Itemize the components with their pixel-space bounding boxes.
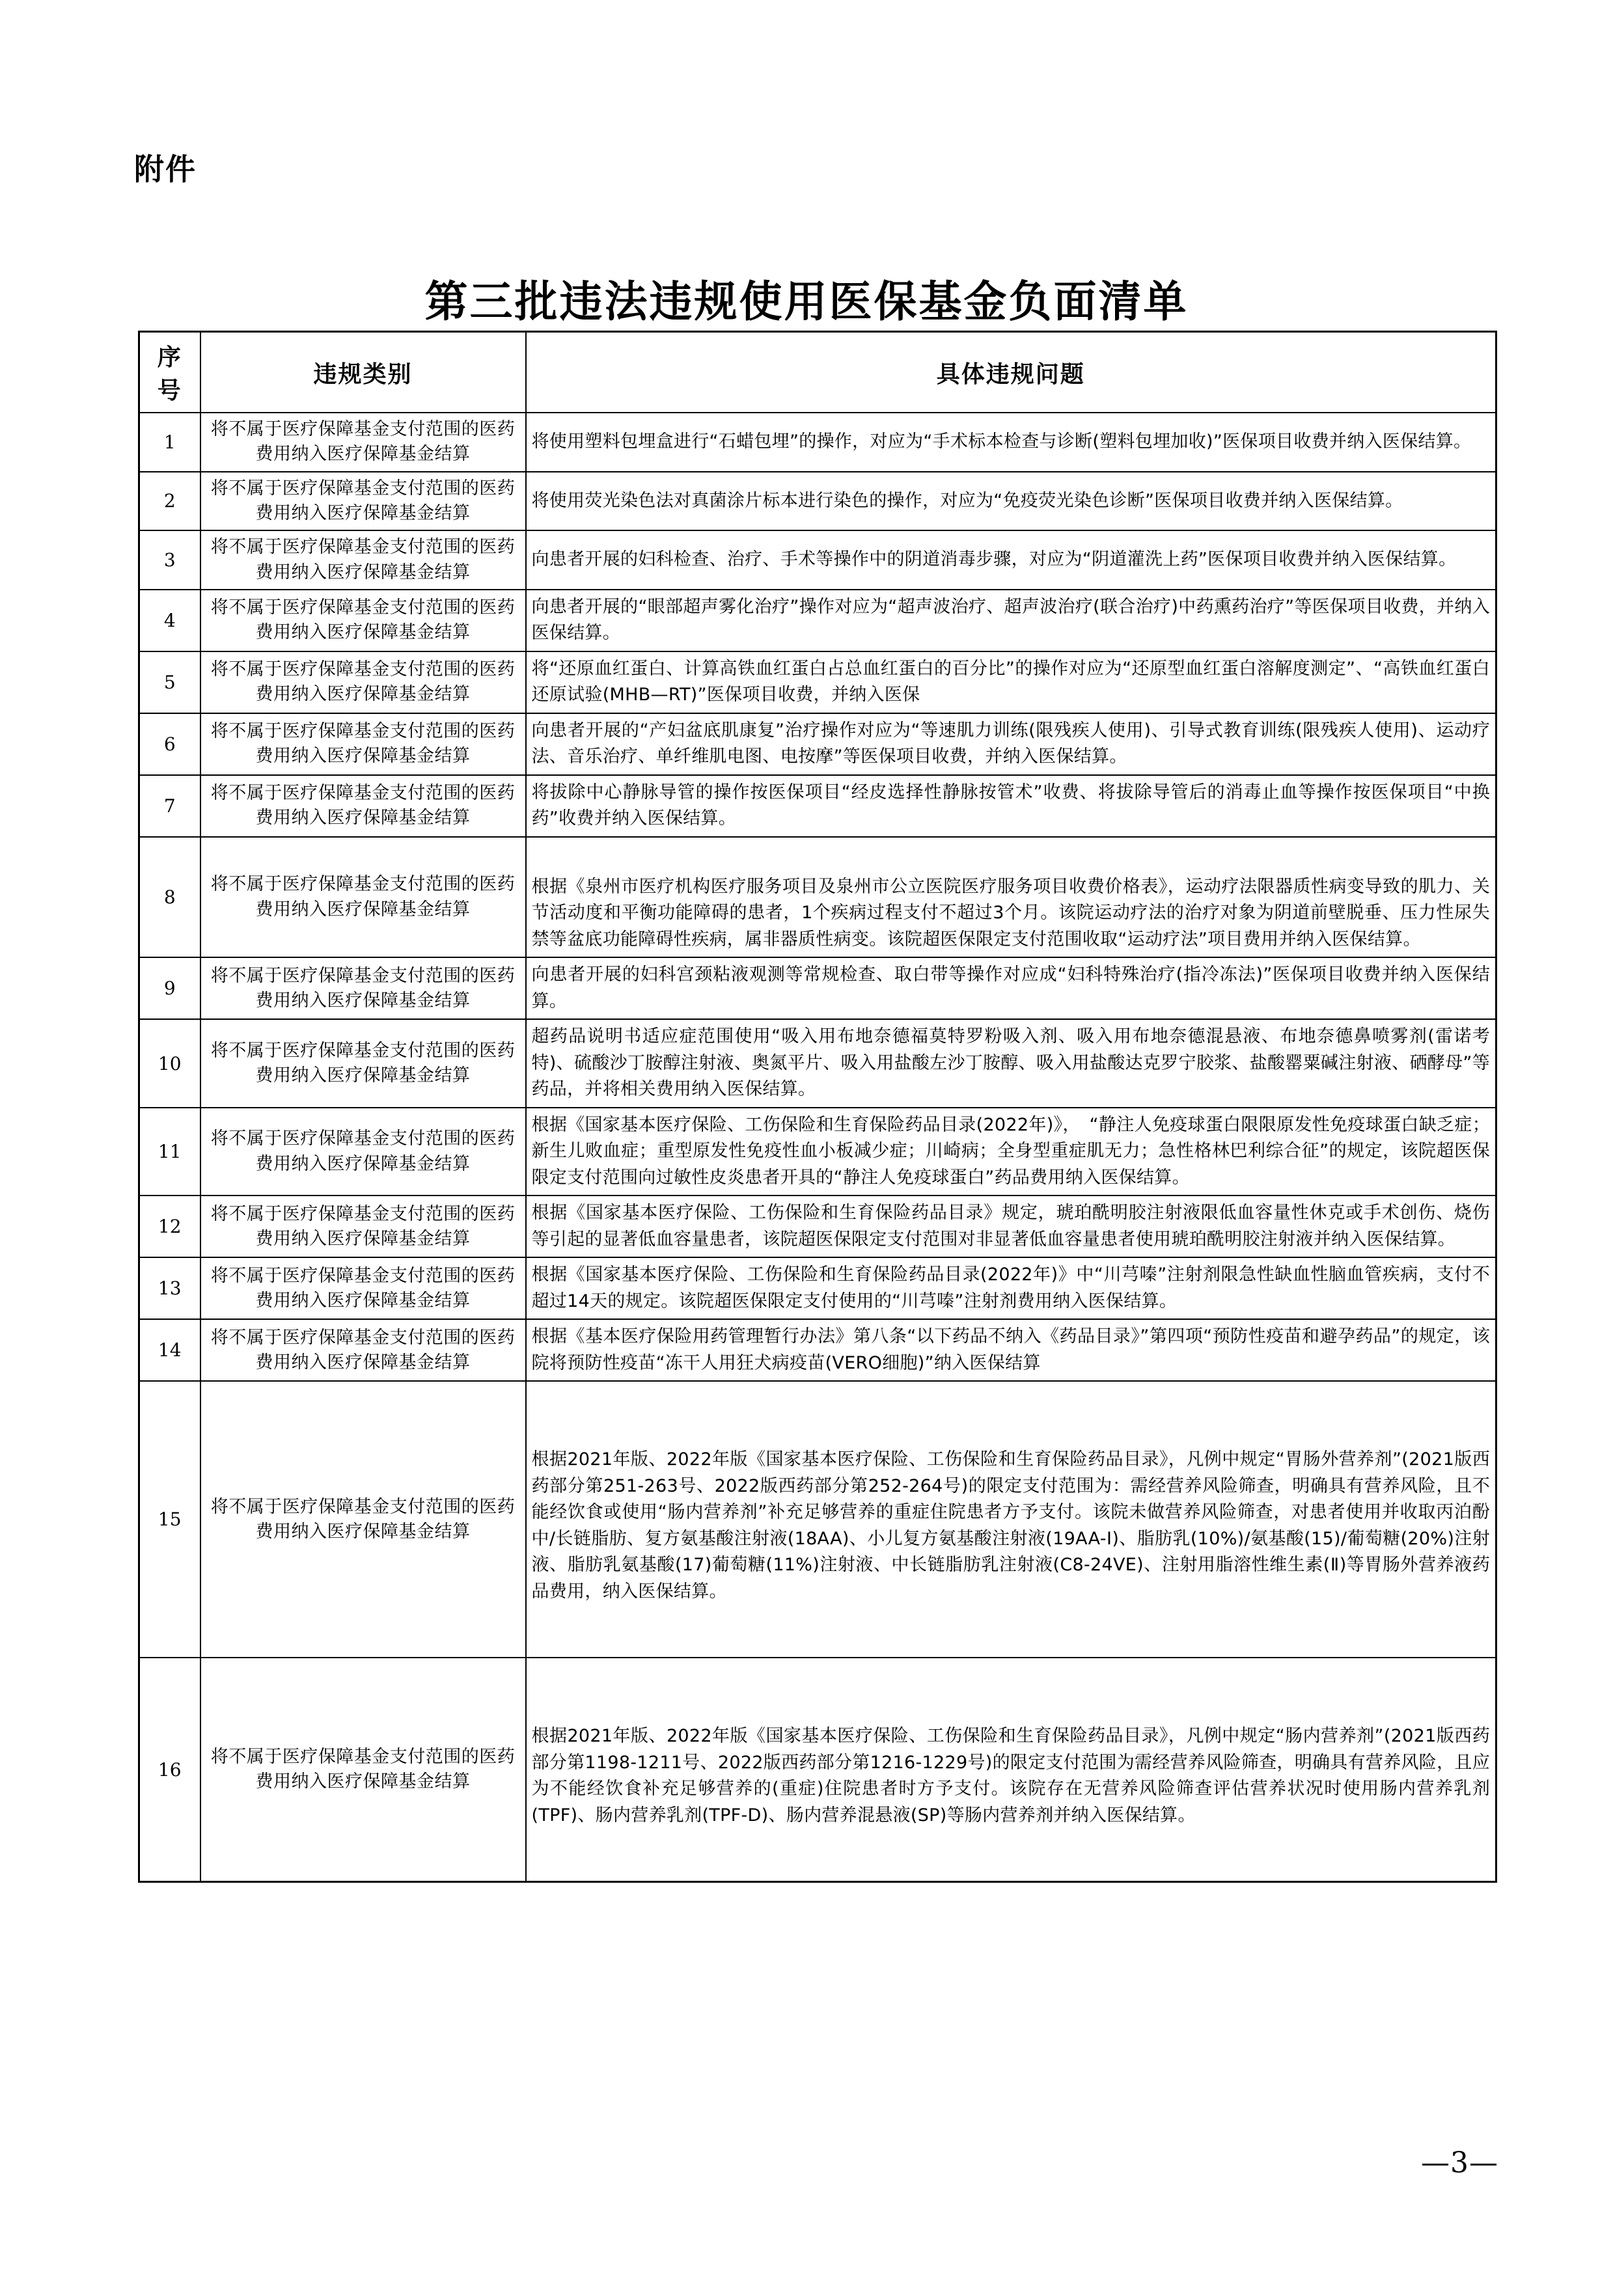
table-row (139, 651, 1496, 713)
row-number: 1 (139, 413, 200, 472)
row-number: 6 (139, 713, 200, 775)
row-issue: 根据2021年版、2022年版《国家基本医疗保险、工伤保险和生育保险药品目录》，凡例中规定“胃肠外营养剂”(2021版西药部分第251-263号、2022版西药部分第252-264号)的限定支付范围为：需经营养风险筛查，明确具有营养风险，且不能经饮食或使用“肠内营养剂”补充足够营养的重症住院患者方予支付。该院未做营养风险筛查，对患者使用并收取丙泊酚中/长链脂肪、复方氨基酸注射液(18AA)、小儿复方氨基酸注射液(19AA-Ⅰ)、脂肪乳(10%)/氨基酸(15)/葡萄糖(20%)注射液、脂肪乳氨基酸(17)葡萄糖(11%)注射液、中长链脂肪乳注射液(C8-24VE)、注射用脂溶性维生素(Ⅱ)等胃肠外营养液药品费用，纳入医保结算。 (526, 1381, 1496, 1658)
row-category: 将不属于医疗保障基金支付范围的医药费用纳入医疗保障基金结算 (200, 472, 526, 531)
row-number: 2 (139, 472, 200, 531)
row-number: 8 (139, 837, 200, 958)
row-issue: 向患者开展的妇科检查、治疗、手术等操作中的阴道消毒步骤，对应为“阴道灌洗上药”医保项目收费并纳入医保结算。 (526, 530, 1496, 590)
row-category: 将不属于医疗保障基金支付范围的医药费用纳入医疗保障基金结算 (200, 1319, 526, 1381)
row-issue: 向患者开展的“产妇盆底肌康复”治疗操作对应为“等速肌力训练(限残疾人使用)、引导式教育训练(限残疾人使用)、运动疗法、音乐治疗、单纤维肌电图、电按摩”等医保项目收费，并纳入医保结算。 (526, 713, 1496, 775)
column-header-no: 序号 (139, 332, 200, 413)
row-issue: 超药品说明书适应症范围使用“吸入用布地奈德福莫特罗粉吸入剂、吸入用布地奈德混悬液、布地奈德鼻喷雾剂(雷诺考特)、硫酸沙丁胺醇注射液、奥氮平片、吸入用盐酸左沙丁胺醇、吸入用盐酸达克罗宁胶浆、盐酸罂粟碱注射液、硒酵母”等药品，并将相关费用纳入医保结算。 (526, 1019, 1496, 1108)
column-header-issue: 具体违规问题 (526, 332, 1496, 413)
table-row (139, 1196, 1496, 1257)
row-issue: 根据《国家基本医疗保险、工伤保险和生育保险药品目录》规定，琥珀酰明胶注射液限低血容量性休克或手术创伤、烧伤等引起的显著低血容量患者，该院超医保限定支付范围对非显著低血容量患者使用琥珀酰明胶注射液并纳入医保结算。 (526, 1196, 1496, 1257)
row-category: 将不属于医疗保障基金支付范围的医药费用纳入医疗保障基金结算 (200, 651, 526, 713)
table-header (139, 332, 1496, 413)
table-row (139, 472, 1496, 531)
table-row (139, 1658, 1496, 1882)
table-row (139, 1319, 1496, 1381)
row-category: 将不属于医疗保障基金支付范围的医药费用纳入医疗保障基金结算 (200, 590, 526, 651)
table-row (139, 713, 1496, 775)
row-category: 将不属于医疗保障基金支付范围的医药费用纳入医疗保障基金结算 (200, 1658, 526, 1882)
row-category: 将不属于医疗保障基金支付范围的医药费用纳入医疗保障基金结算 (200, 1196, 526, 1257)
row-number: 15 (139, 1381, 200, 1658)
row-category: 将不属于医疗保障基金支付范围的医药费用纳入医疗保障基金结算 (200, 413, 526, 472)
row-number: 4 (139, 590, 200, 651)
row-category: 将不属于医疗保障基金支付范围的医药费用纳入医疗保障基金结算 (200, 1108, 526, 1196)
attachment-label: 附件 (134, 152, 197, 187)
row-issue: 根据《国家基本医疗保险、工伤保险和生育保险药品目录(2022年)》， “静注人免疫球蛋白限限原发性免疫球蛋白缺乏症；新生儿败血症；重型原发性免疫性血小板减少症；川崎病；全身型重症肌无力；急性格林巴利综合征”的规定，该院超医保限定支付范围向过敏性皮炎患者开具的“静注人免疫球蛋白”药品费用纳入医保结算。 (526, 1108, 1496, 1196)
table-row (139, 413, 1496, 472)
row-issue: 将使用荧光染色法对真菌涂片标本进行染色的操作，对应为“免疫荧光染色诊断”医保项目收费并纳入医保结算。 (526, 472, 1496, 531)
row-number: 16 (139, 1658, 200, 1882)
table-row (139, 1381, 1496, 1658)
page-number: —3— (1421, 2146, 1498, 2180)
row-issue: 向患者开展的“眼部超声雾化治疗”操作对应为“超声波治疗、超声波治疗(联合治疗)中药熏药治疗”等医保项目收费，并纳入医保结算。 (526, 590, 1496, 651)
row-issue: 根据《国家基本医疗保险、工伤保险和生育保险药品目录(2022年)》中“川芎嗪”注射剂限急性缺血性脑血管疾病，支付不超过14天的规定。该院超医保限定支付使用的“川芎嗪”注射剂费用纳入医保结算。 (526, 1257, 1496, 1319)
row-issue: 向患者开展的妇科宫颈粘液观测等常规检查、取白带等操作对应成“妇科特殊治疗(指冷冻法)”医保项目收费并纳入医保结算。 (526, 957, 1496, 1019)
column-header-category: 违规类别 (200, 332, 526, 413)
table-row (139, 957, 1496, 1019)
row-issue: 根据《基本医疗保险用药管理暂行办法》第八条“以下药品不纳入《药品目录》”第四项“预防性疫苗和避孕药品”的规定，该院将预防性疫苗“冻干人用狂犬病疫苗(VERO细胞)”纳入医保结算 (526, 1319, 1496, 1381)
row-issue: 将拔除中心静脉导管的操作按医保项目“经皮选择性静脉按管术”收费、将拔除导管后的消毒止血等操作按医保项目“中换药”收费并纳入医保结算。 (526, 775, 1496, 837)
row-category: 将不属于医疗保障基金支付范围的医药费用纳入医疗保障基金结算 (200, 1019, 526, 1108)
table-row (139, 1019, 1496, 1108)
row-category: 将不属于医疗保障基金支付范围的医药费用纳入医疗保障基金结算 (200, 775, 526, 837)
row-number: 3 (139, 530, 200, 590)
table-row (139, 530, 1496, 590)
row-number: 11 (139, 1108, 200, 1196)
row-issue: 根据《泉州市医疗机构医疗服务项目及泉州市公立医院医疗服务项目收费价格表》，运动疗法限器质性病变导致的肌力、关节活动度和平衡功能障碍的患者，1个疾病过程支付不超过3个月。该院运动疗法的治疗对象为阴道前壁脱垂、压力性尿失禁等盆底功能障碍性疾病，属非器质性病变。该院超医保限定支付范围收取“运动疗法”项目费用并纳入医保结算。 (526, 837, 1496, 958)
row-category: 将不属于医疗保障基金支付范围的医药费用纳入医疗保障基金结算 (200, 957, 526, 1019)
row-category: 将不属于医疗保障基金支付范围的医药费用纳入医疗保障基金结算 (200, 530, 526, 590)
table-row (139, 1257, 1496, 1319)
table-body (139, 413, 1496, 1882)
table-row (139, 1108, 1496, 1196)
table-header-row (139, 332, 1496, 413)
page-title: 第三批违法违规使用医保基金负面清单 (424, 276, 1189, 327)
row-number: 14 (139, 1319, 200, 1381)
row-category: 将不属于医疗保障基金支付范围的医药费用纳入医疗保障基金结算 (200, 713, 526, 775)
row-number: 13 (139, 1257, 200, 1319)
row-number: 9 (139, 957, 200, 1019)
table-row (139, 590, 1496, 651)
table-row (139, 837, 1496, 958)
row-category: 将不属于医疗保障基金支付范围的医药费用纳入医疗保障基金结算 (200, 1381, 526, 1658)
row-number: 5 (139, 651, 200, 713)
row-issue: 将“还原血红蛋白、计算高铁血红蛋白占总血红蛋白的百分比”的操作对应为“还原型血红蛋白溶解度测定”、“高铁血红蛋白还原试验(MHB—RT)”医保项目收费，并纳入医保 (526, 651, 1496, 713)
row-category: 将不属于医疗保障基金支付范围的医药费用纳入医疗保障基金结算 (200, 1257, 526, 1319)
row-number: 7 (139, 775, 200, 837)
negative-list-table (138, 331, 1497, 1883)
negative-list-table-wrapper (138, 331, 1497, 1883)
row-number: 12 (139, 1196, 200, 1257)
row-category: 将不属于医疗保障基金支付范围的医药费用纳入医疗保障基金结算 (200, 837, 526, 958)
table-row (139, 775, 1496, 837)
row-issue: 根据2021年版、2022年版《国家基本医疗保险、工伤保险和生育保险药品目录》，凡例中规定“肠内营养剂”(2021版西药部分第1198-1211号、2022版西药部分第1216-1229号)的限定支付范围为需经营养风险筛查，明确具有营养风险，且应为不能经饮食补充足够营养的(重症)住院患者时方予支付。该院存在无营养风险筛查评估营养状况时使用肠内营养乳剂(TPF)、肠内营养乳剂(TPF-D)、肠内营养混悬液(SP)等肠内营养剂并纳入医保结算。 (526, 1658, 1496, 1882)
row-number: 10 (139, 1019, 200, 1108)
row-issue: 将使用塑料包埋盒进行“石蜡包埋”的操作，对应为“手术标本检查与诊断(塑料包埋加收)”医保项目收费并纳入医保结算。 (526, 413, 1496, 472)
